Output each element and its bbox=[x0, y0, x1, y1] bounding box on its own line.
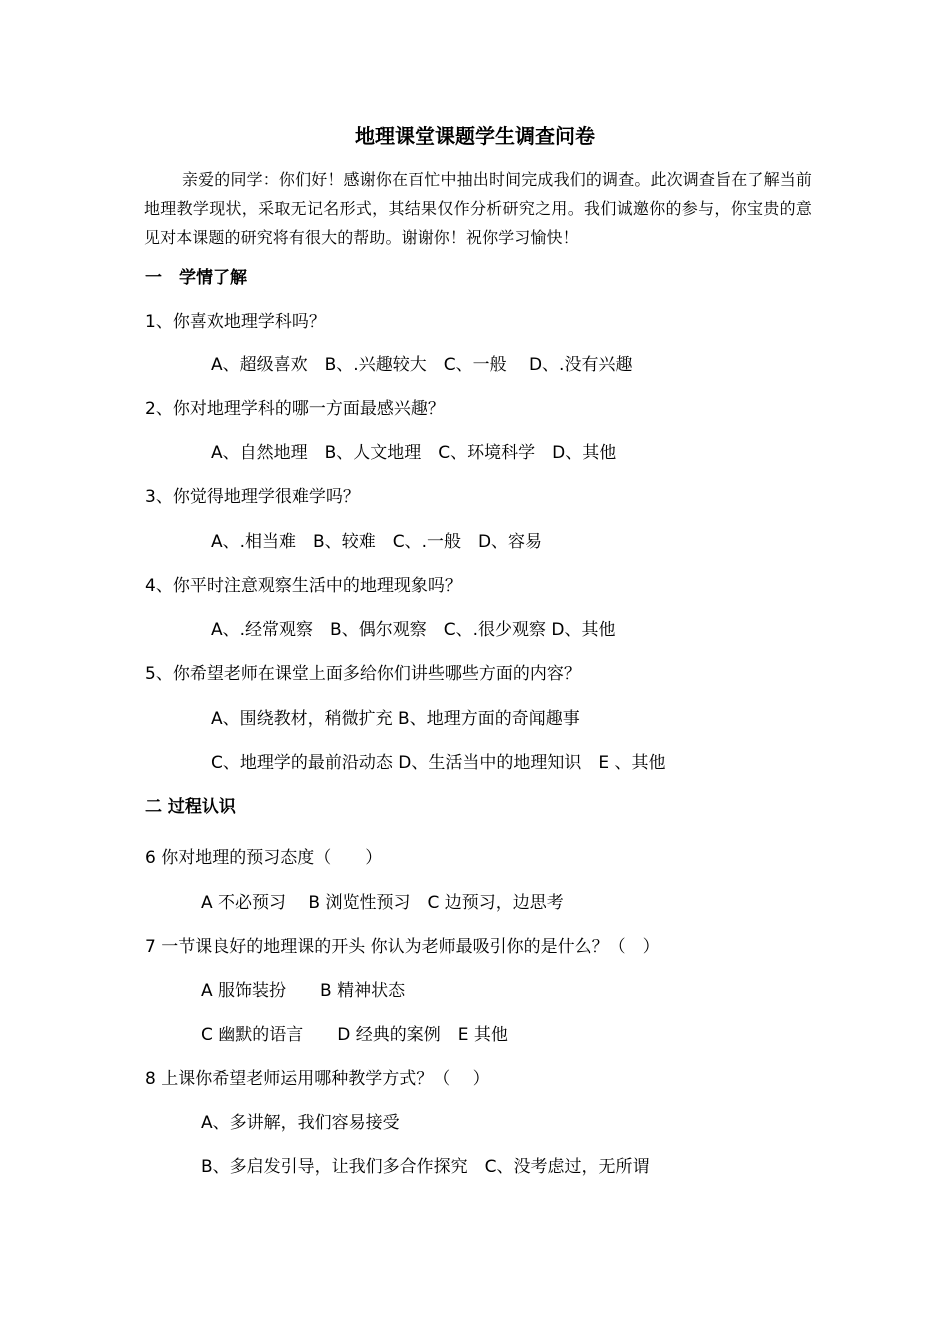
question-7-options-row-2: C 幽默的语言 D 经典的案例 E 其他 bbox=[201, 1025, 508, 1045]
question-7-options-row-1: A 服饰装扮 B 精神状态 bbox=[201, 981, 406, 1001]
section-heading-2: 二 过程认识 bbox=[145, 797, 236, 817]
question-2: 2、你对地理学科的哪一方面最感兴趣？ bbox=[145, 399, 445, 419]
question-4: 4、你平时注意观察生活中的地理现象吗？ bbox=[145, 576, 462, 596]
section-heading-1: 一 学情了解 bbox=[145, 268, 247, 288]
page-title: 地理课堂课题学生调查问卷 bbox=[355, 124, 595, 148]
question-8: 8 上课你希望老师运用哪种教学方式？（ ） bbox=[145, 1069, 490, 1089]
question-5-options-row-2: C、地理学的最前沿动态 D、生活当中的地理知识 E 、其他 bbox=[211, 753, 666, 773]
question-4-options: A、.经常观察 B、偶尔观察 C、.很少观察 D、其他 bbox=[211, 620, 616, 640]
intro-paragraph: 亲爱的同学：你们好！感谢你在百忙中抽出时间完成我们的调查。此次调查旨在了解当前地理教学现状，采取无记名形式，其结果仅作分析研究之用。我们诚邀你的参与，你宝贵的意见对本课题的研究将有很大的帮助。谢谢你！祝你学习愉快！ bbox=[144, 170, 812, 247]
question-7: 7 一节课良好的地理课的开头 你认为老师最吸引你的是什么？（ ） bbox=[145, 937, 660, 957]
question-5-options-row-1: A、围绕教材，稍微扩充 B、地理方面的奇闻趣事 bbox=[211, 709, 580, 729]
question-1-options: A、超级喜欢 B、.兴趣较大 C、一般 D、.没有兴趣 bbox=[211, 355, 633, 375]
question-3-options: A、.相当难 B、较难 C、.一般 D、容易 bbox=[211, 532, 543, 552]
question-8-options-row-1: A、多讲解，我们容易接受 bbox=[201, 1113, 400, 1133]
question-6: 6 你对地理的预习态度（ ） bbox=[145, 848, 383, 868]
question-1: 1、你喜欢地理学科吗？ bbox=[145, 312, 326, 332]
question-2-options: A、自然地理 B、人文地理 C、环境科学 D、其他 bbox=[211, 443, 617, 463]
question-3: 3、你觉得地理学很难学吗？ bbox=[145, 487, 360, 507]
question-6-options: A 不必预习 B 浏览性预习 C 边预习，边思考 bbox=[201, 893, 564, 913]
question-8-options-row-2: B、多启发引导，让我们多合作探究 C、没考虑过，无所谓 bbox=[201, 1157, 650, 1177]
question-5: 5、你希望老师在课堂上面多给你们讲些哪些方面的内容？ bbox=[145, 664, 581, 684]
